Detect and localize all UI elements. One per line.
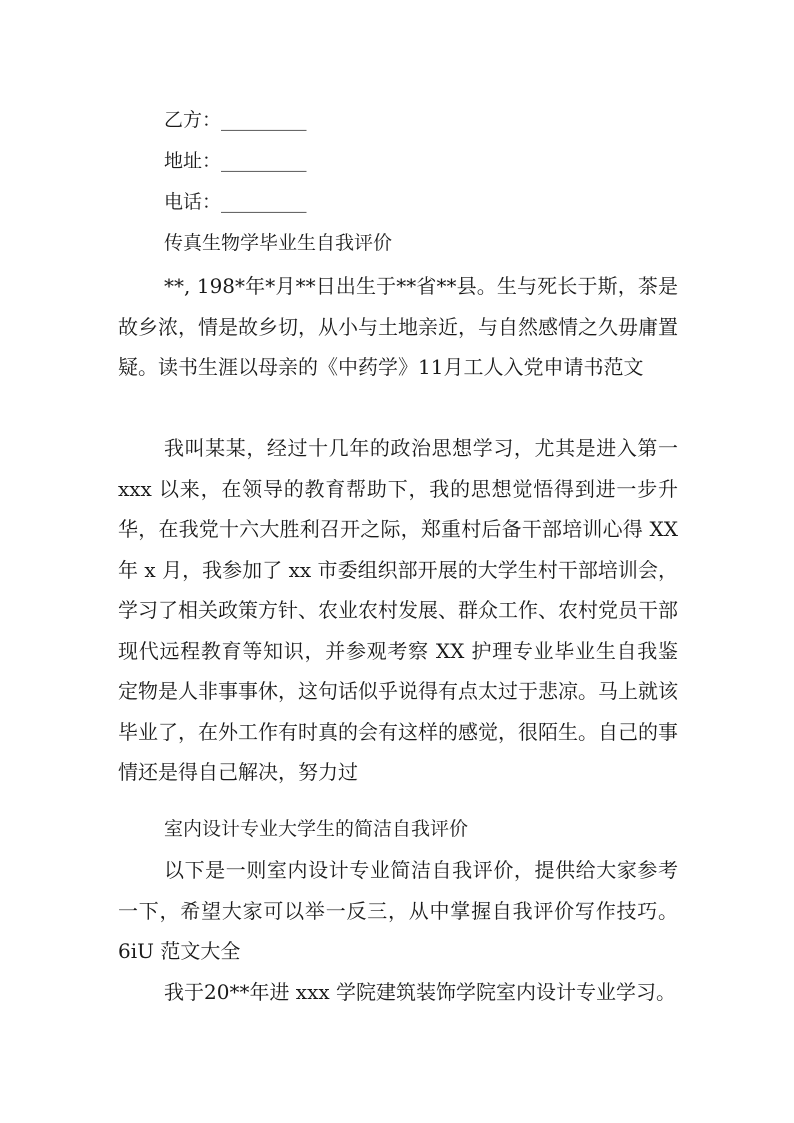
phone-line [164, 190, 307, 214]
section2-paragraph2: 我于20**年进 xxx 学院建筑装饰学院室内设计专业学习。 [164, 980, 677, 1004]
party-b-blank: _________ [221, 109, 307, 131]
address-blank: _________ [221, 150, 307, 172]
section1-title: 传真生物学毕业生自我评价 [164, 232, 393, 254]
party-b-line [164, 108, 307, 132]
phone-blank: _________ [221, 191, 307, 213]
section2-paragraph1: 以下是一则室内设计专业简洁自我评价，提供给大家参考一下，希望大家可以举一反三，从中掌握自我评价写作技巧。6iU 范文大全 [118, 858, 678, 963]
address-label: 地址： [164, 150, 222, 172]
section1-paragraph1: **, 198*年*月**日出生于**省**县。生与死长于斯，茶是故乡浓，情是故乡切，从小与土地亲近，与自然感情之久毋庸置疑。读书生涯以母亲的《中药学》11月工人入党申请书范文 [118, 274, 678, 379]
section1-paragraph2: 我叫某某，经过十几年的政治思想学习，尤其是进入第一 xxx 以来，在领导的教育帮助下，我的思想觉悟得到进一步升华，在我党十六大胜利召开之际，郑重村后备干部培训心得 XX 年 x 月，我参加了 xx 市委组织部开展的大学生村干部培训会，学习了相关政策方针、农业农村发展、群众工作、农村党员干部现代远程教育等知识，并参观考察 XX 护理专业毕业生自我鉴定物是人非事事休，这句话似乎说得有点太过于悲凉。马上就该毕业了，在外工作有时真的会有这样的感觉，很陌生。自己的事情还是得自己解决，努力过 [118, 436, 678, 784]
party-b-label: 乙方： [164, 109, 222, 131]
phone-label: 电话： [164, 191, 222, 213]
section2-title: 室内设计专业大学生的简洁自我评价 [164, 818, 469, 840]
address-line [164, 149, 307, 173]
